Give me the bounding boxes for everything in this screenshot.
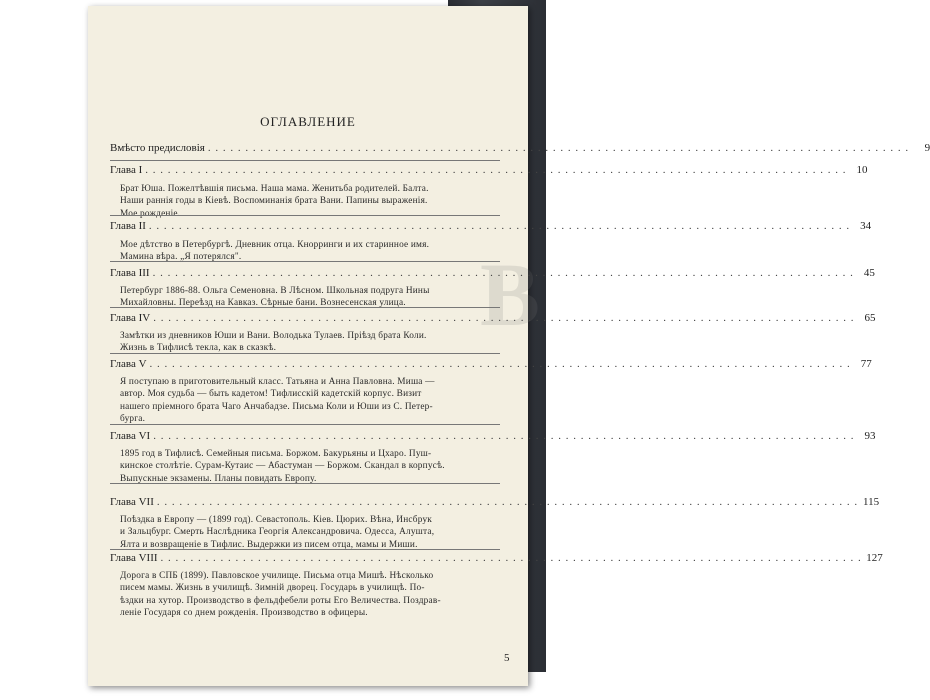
chapter-summary bbox=[120, 376, 482, 426]
divider bbox=[110, 261, 500, 262]
toc-chapter bbox=[110, 552, 883, 564]
summary-line: Поѣздка в Европу — (1899 год). Севастополь. Кіев. Цюрих. Вѣна, Инсбрук bbox=[120, 515, 433, 525]
summary-line: Брат Юша. Пожелтѣвшія письма. Наша мама. Женитьба родителей. Балта. bbox=[120, 184, 429, 194]
summary-line: Я поступаю в приготовительный класс. Татьяна и Анна Павловна. Миша — bbox=[120, 377, 435, 387]
leader-dots bbox=[208, 142, 909, 154]
summary-line: писем мамы. Жизнь в училищѣ. Зимній дворец. Государь в училищѣ. По- bbox=[120, 583, 425, 594]
chapter-label: Глава IV bbox=[110, 312, 151, 324]
summary-line: Наши раннія годы в Кіевѣ. Воспоминанія брата Вани. Папины выраженія. bbox=[120, 196, 428, 207]
summary-line: Мое дѣтство в Петербургѣ. Дневник отца. Кнорринги и их старинное имя. bbox=[120, 240, 430, 250]
chapter-page: 45 bbox=[863, 267, 875, 279]
toc-chapter bbox=[110, 267, 875, 279]
summary-line: Дорога в СПБ (1899). Павловское училище. Письма отца Мишѣ. Нѣсколько bbox=[120, 571, 434, 581]
leader-dots bbox=[145, 164, 846, 176]
page-number: 5 bbox=[504, 652, 510, 664]
leader-dots bbox=[153, 267, 854, 279]
leader-dots bbox=[153, 312, 854, 324]
chapter-page: 65 bbox=[864, 312, 876, 324]
summary-line: Ялта и возвращеніе в Тифлис. Выдержки из писем отца, мамы и Миши. bbox=[120, 539, 418, 550]
divider bbox=[110, 483, 500, 484]
toc-chapter bbox=[110, 358, 872, 370]
toc-page: 9 bbox=[924, 142, 930, 154]
toc-preface bbox=[110, 142, 930, 154]
chapter-label: Глава II bbox=[110, 220, 146, 232]
summary-line: Выпускные экзамены. Планы повидать Европу. bbox=[120, 473, 317, 484]
summary-line: автор. Моя судьба — быть кадетом! Тифлисскій кадетскій корпус. Визит bbox=[120, 389, 422, 400]
toc-chapter bbox=[110, 430, 876, 442]
chapter-label: Глава III bbox=[110, 267, 150, 279]
chapter-label: Глава I bbox=[110, 164, 143, 176]
chapter-page: 127 bbox=[866, 552, 883, 564]
chapter-summary bbox=[120, 330, 482, 355]
toc-chapter bbox=[110, 164, 868, 176]
toc-chapter bbox=[110, 496, 880, 508]
book-page bbox=[88, 6, 930, 686]
summary-line: ѣздки на хутор. Производство в фельдфебели роты Его Величества. Поздрав- bbox=[120, 595, 441, 606]
toc-chapter bbox=[110, 220, 872, 232]
summary-line: леніе Государя со днем рожденія. Производство в офицеры. bbox=[120, 608, 368, 619]
chapter-summary bbox=[120, 570, 482, 620]
leader-dots bbox=[149, 220, 850, 232]
chapter-label: Глава VIII bbox=[110, 552, 158, 564]
leader-dots bbox=[153, 430, 854, 442]
divider bbox=[110, 307, 500, 308]
summary-line: Мое рожденіе. bbox=[120, 208, 181, 219]
leader-dots bbox=[161, 552, 862, 564]
summary-line: Михайловны. Переѣзд на Кавказ. Сѣрные бани. Вознесенская улица. bbox=[120, 298, 406, 309]
divider bbox=[110, 424, 500, 425]
summary-line: кинское столѣтіе. Сурам-Кутаис — Абастуман — Боржом. Скандал в корпусѣ. bbox=[120, 461, 445, 472]
toc-label: Вмѣсто предисловія bbox=[110, 142, 205, 154]
divider bbox=[110, 160, 500, 161]
divider bbox=[110, 353, 500, 354]
show-through-letter: В bbox=[480, 246, 541, 345]
divider bbox=[110, 215, 500, 216]
toc-chapter bbox=[110, 312, 876, 324]
summary-line: 1895 год в Тифлисѣ. Семейныя письма. Боржом. Бакурьяны и Цхаро. Пуш- bbox=[120, 449, 432, 459]
page-title: ОГЛАВЛЕНИЕ bbox=[260, 114, 356, 129]
chapter-label: Глава VII bbox=[110, 496, 154, 508]
summary-line: Замѣтки из дневников Юши и Вани. Володька Тулаев. Пріѣзд брата Коли. bbox=[120, 331, 427, 341]
summary-line: и Зальцбург. Смерть Наслѣдника Георгія Александровича. Одесса, Алушта, bbox=[120, 527, 435, 538]
summary-line: Петербург 1886-88. Ольга Семеновна. В Лѣсном. Школьная подруга Нины bbox=[120, 286, 430, 296]
summary-line: бурга. bbox=[120, 414, 146, 425]
leader-dots bbox=[157, 496, 858, 508]
chapter-page: 77 bbox=[860, 358, 872, 370]
chapter-label: Глава VI bbox=[110, 430, 151, 442]
summary-line: нашего пріемного брата Чаго Анчабадзе. Письма Коли и Юши из С. Петер- bbox=[120, 401, 433, 412]
chapter-page: 34 bbox=[860, 220, 872, 232]
summary-line: Жизнь в Тифлисѣ текла, как в сказкѣ. bbox=[120, 343, 277, 354]
leader-dots bbox=[150, 358, 851, 370]
summary-line: Мамина вѣра. „Я потерялся". bbox=[120, 252, 242, 263]
divider bbox=[110, 549, 500, 550]
chapter-page: 93 bbox=[864, 430, 876, 442]
chapter-page: 10 bbox=[856, 164, 868, 176]
chapter-label: Глава V bbox=[110, 358, 147, 370]
chapter-summary bbox=[120, 514, 482, 551]
chapter-summary bbox=[120, 448, 482, 485]
chapter-page: 115 bbox=[863, 496, 880, 508]
